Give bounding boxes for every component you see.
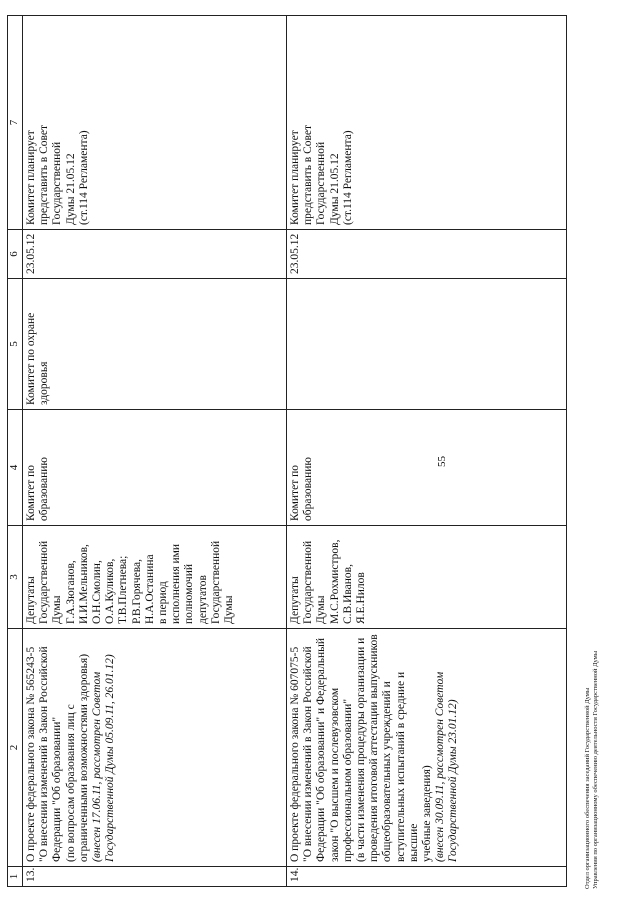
row-number: 14. [287,867,567,887]
page-number: 55 [436,456,448,467]
bill-text: О проекте федерального закона № 565243-5 [25,646,37,862]
bill-text: Федерации "Об образовании" [51,716,64,862]
responsible-committee: Комитет по образованию [287,410,567,526]
table-row [287,16,567,887]
bill-authors: Депутаты Государственной Думы Г.А.Зюганов, И.И.Мельников, О.Н.Смолин, О.А.Куликов, Т.В.Плетнева; Р.В.Горячева, Н.А.Останина в период исполнения ими полномочий депутатов Государственной Думы [23,526,287,629]
bill-authors: Депутаты Государственной Думы М.С.Рохмистров, С.В.Иванов, Я.Е.Нилов [287,526,567,629]
bill-status: (внесен 30.09.11, рассмотрен Советом [434,671,447,862]
responsible-committee: Комитет по образованию [23,410,287,526]
column-header: 1 [8,867,23,887]
note-cell: Комитет планирует представить в Совет Государственной Думы 21.05.12 (ст.114 Регламента) [23,16,287,230]
date-cell: 23.05.12 [23,230,287,279]
row-number: 13. [23,867,287,887]
bill-status: Государственной Думы 23.01.12) [447,699,460,862]
header-row [8,16,23,887]
column-header: 6 [8,230,23,279]
table-row [23,16,287,887]
bills-table [7,15,567,887]
bill-text: "О внесении изменений в Закон Российской [38,646,51,862]
column-header: 5 [8,279,23,410]
bill-text: ограниченными возможностями здоровья) [77,653,90,862]
bill-text: (по вопросам образования лиц с [64,704,77,862]
bill-status: Государственной Думы 05.09.11, 26.01.12) [104,654,117,862]
column-header: 3 [8,526,23,629]
footer [584,651,600,889]
bill-description [23,629,287,867]
footer-line: Управления по организационному обеспечению деятельности Государственной Думы [592,650,599,889]
column-header: 7 [8,16,23,230]
bill-status: (внесен 17.06.11, рассмотрен Советом [91,671,104,862]
column-header: 4 [8,410,23,526]
note-cell: Комитет планирует представить в Совет Государственной Думы 21.05.12 (ст.114 Регламента) [287,16,567,230]
co-executor-committee [287,279,567,410]
column-header: 2 [8,629,23,867]
co-executor-committee: Комитет по охране здоровья [23,279,287,410]
footer-line: Отдел организационного обеспечения заседаний Государственной Думы [584,687,591,889]
bill-description: О проекте федерального закона № 607075-5 "О внесении изменений в Закон Российской Федерации "Об образовании" и Федеральный закон "О высшем и послевузовском профессиональном образовании" (в части изменения процедуры организации и проведения итоговой аттестации выпускников общеобразовательных учреждений и вступительных испытаний в средние и высшие учебные заведения) (внесен 30.09.11, рассмотрен Советом Государственной Думы 23.01.12) [287,629,567,867]
date-cell: 23.05.12 [287,230,567,279]
